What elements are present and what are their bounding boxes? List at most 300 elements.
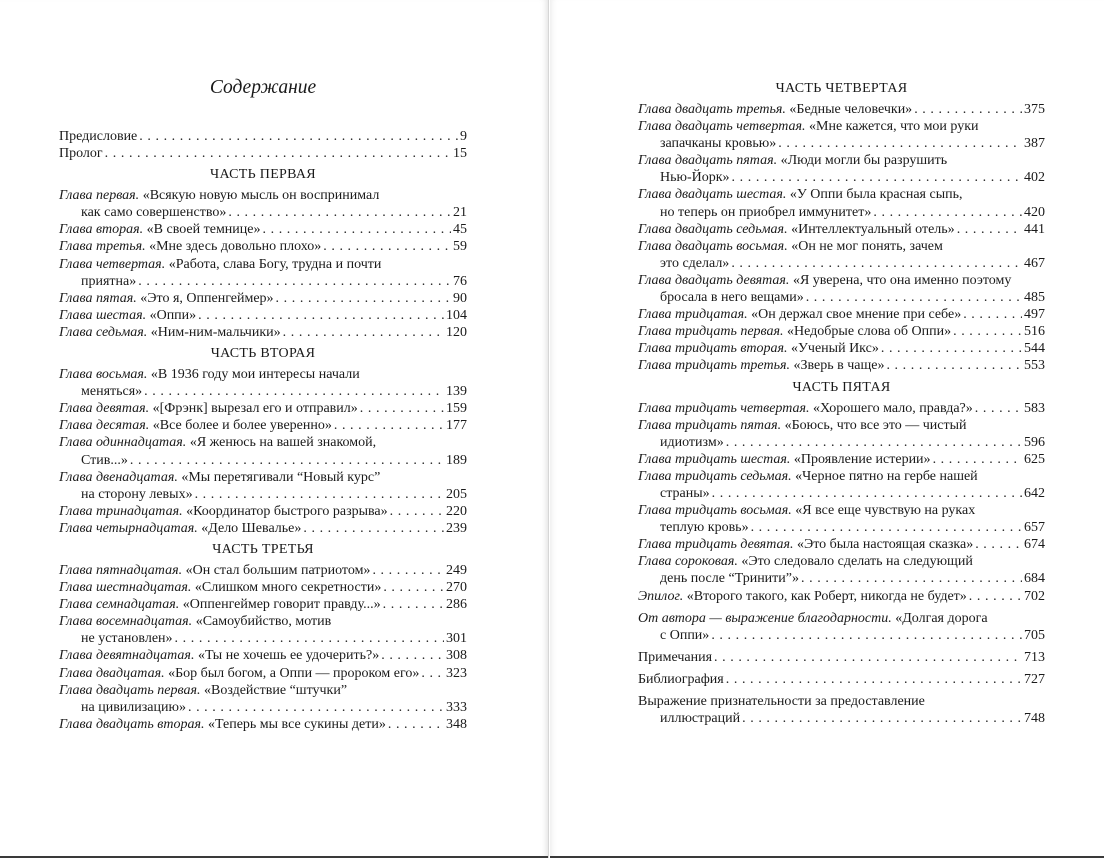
toc-line — [59, 434, 467, 451]
toc-line — [59, 273, 467, 290]
entry-text — [59, 221, 261, 238]
entry-title: «Он не мог понять, зачем — [791, 238, 943, 254]
toc-entry — [638, 649, 1045, 666]
page-number: 139 — [446, 384, 467, 400]
page-number: 497 — [1024, 307, 1045, 323]
entry-title: «Я все еще чувствую на руках — [795, 503, 976, 519]
entry-text — [638, 588, 967, 605]
toc-entry — [638, 118, 1045, 152]
entry-title: «Он стал большим патриотом» — [185, 562, 371, 578]
toc-line — [638, 289, 1045, 306]
right-page — [550, 0, 1104, 858]
toc-line — [638, 671, 1045, 688]
page-number: 205 — [446, 486, 467, 502]
toc-line — [638, 451, 1045, 468]
toc-entry — [59, 400, 467, 417]
page-number: 249 — [446, 562, 467, 578]
dot-leader — [712, 485, 1022, 502]
toc-line — [59, 221, 467, 238]
entry-text — [638, 671, 724, 688]
chapter-label: Глава девятнадцатая. — [59, 648, 195, 664]
toc-line — [638, 553, 1045, 570]
entry-text — [638, 451, 931, 468]
entry-text — [660, 204, 871, 221]
chapter-label: Глава четырнадцатая. — [59, 520, 198, 536]
toc-line — [59, 647, 467, 664]
entry-title: «Воздействие “штучки” — [203, 682, 348, 698]
toc-right-column — [638, 76, 1045, 727]
page-number: 286 — [446, 597, 467, 613]
toc-entry — [59, 613, 467, 647]
toc-entry — [638, 468, 1045, 502]
left-page — [0, 0, 549, 858]
entry-title: Примечания — [638, 649, 713, 665]
page-number: 553 — [1024, 358, 1045, 374]
part-heading: ЧАСТЬ ЧЕТВЕРТАЯ — [775, 81, 908, 96]
entry-text — [59, 434, 376, 451]
entry-text — [638, 502, 975, 519]
chapter-label: Глава тридцать вторая. — [638, 341, 788, 357]
entry-text — [638, 468, 978, 485]
page-number: 727 — [1024, 671, 1045, 687]
toc-entry — [638, 610, 1045, 644]
toc-line — [59, 366, 467, 383]
entry-text — [638, 306, 961, 323]
entry-title: «В своей темнице» — [146, 222, 261, 238]
part-heading: ЧАСТЬ ПЯТАЯ — [792, 379, 891, 395]
entry-title: «Люди могли бы разрушить — [780, 153, 948, 169]
entry-text — [638, 272, 1011, 289]
chapter-label: Глава двадцать восьмая. — [638, 238, 788, 254]
entry-text — [59, 579, 381, 596]
chapter-label: Глава седьмая. — [59, 324, 148, 340]
entry-text — [638, 357, 884, 374]
entry-text — [638, 610, 988, 627]
entry-title: как само совершенство» — [81, 205, 227, 221]
dot-leader — [806, 289, 1022, 306]
entry-text — [59, 366, 360, 383]
entry-title: запачканы кровью» — [660, 136, 777, 152]
entry-title: «Боюсь, что все это — чистый — [784, 417, 967, 433]
entry-text — [81, 273, 136, 290]
toc-entry — [638, 400, 1045, 417]
entry-title: меняться» — [81, 384, 143, 400]
toc-line — [638, 357, 1045, 374]
entry-title: «Я женюсь на вашей знакомой, — [189, 435, 377, 451]
dot-leader — [276, 290, 451, 307]
entry-title: Предисловие — [59, 129, 138, 144]
entry-text — [59, 324, 281, 341]
toc-entry — [638, 553, 1045, 587]
toc-line — [638, 649, 1045, 666]
dot-leader — [933, 451, 1022, 468]
page-number: 705 — [1024, 627, 1045, 643]
entry-text — [59, 417, 332, 434]
entry-text — [638, 553, 973, 570]
entry-text — [59, 665, 419, 682]
toc-entry — [59, 221, 467, 238]
entry-title: «Недобрые слова об Оппи» — [787, 324, 952, 340]
dot-leader — [228, 204, 451, 221]
toc-line — [638, 340, 1045, 357]
chapter-label: Глава первая. — [59, 188, 140, 204]
dot-leader — [334, 417, 444, 434]
entry-title: «Это была настоящая сказка» — [796, 537, 974, 553]
entry-text — [638, 323, 951, 340]
dot-leader — [421, 665, 444, 682]
chapter-label: От автора — выражение благодарности. — [638, 610, 892, 626]
page-number: 516 — [1024, 324, 1045, 340]
entry-text — [660, 570, 799, 587]
page-number: 104 — [446, 307, 467, 323]
toc-entry — [59, 366, 467, 400]
dot-leader — [975, 400, 1022, 417]
toc-line — [59, 699, 467, 716]
toc-entry — [59, 187, 467, 221]
page-number: 674 — [1024, 537, 1045, 553]
toc-entry — [638, 152, 1045, 186]
toc-line — [59, 716, 467, 733]
entry-title: «Бор был богом, а Оппи — пророком его» — [168, 665, 420, 681]
page-number: 21 — [453, 205, 467, 221]
chapter-label: Глава восемнадцатая. — [59, 614, 193, 630]
entry-text — [638, 238, 943, 255]
toc-line — [638, 502, 1045, 519]
page-number: 713 — [1024, 649, 1045, 665]
page-number: 375 — [1024, 102, 1045, 117]
entry-title: Библиография — [638, 671, 724, 687]
dot-leader — [381, 647, 444, 664]
entry-text — [59, 256, 381, 273]
page-number: 544 — [1024, 341, 1045, 357]
toc-line — [638, 536, 1045, 553]
entry-title: день после “Тринити”» — [660, 571, 800, 587]
toc-list-right — [638, 80, 1045, 727]
toc-line — [59, 613, 467, 630]
dot-leader — [731, 255, 1022, 272]
chapter-label: Глава двенадцатая. — [59, 469, 178, 485]
toc-line — [59, 400, 467, 417]
entry-text — [59, 238, 321, 255]
page-number: 441 — [1024, 221, 1045, 237]
toc-entry — [638, 693, 1045, 727]
entry-title: «Черное пятно на гербе нашей — [795, 468, 978, 484]
entry-title: «Ним-ним-мальчики» — [150, 324, 281, 340]
toc-line — [638, 710, 1045, 727]
dot-leader — [195, 486, 444, 503]
page-number: 270 — [446, 580, 467, 596]
dot-leader — [263, 221, 452, 238]
toc-line — [59, 128, 467, 145]
entry-text — [59, 613, 331, 630]
entry-text — [660, 169, 730, 186]
toc-line — [59, 383, 467, 400]
chapter-label: Глава двадцатая. — [59, 665, 165, 681]
entry-text — [59, 647, 379, 664]
toc-line — [638, 306, 1045, 323]
chapter-label: Глава одиннадцатая. — [59, 435, 187, 451]
page-number: 45 — [453, 222, 467, 238]
entry-title: с Оппи» — [660, 627, 710, 643]
entry-title: бросала в него вещами» — [660, 290, 804, 306]
toc-line — [638, 272, 1045, 289]
toc-line — [638, 588, 1045, 605]
entry-title: страны» — [660, 485, 710, 501]
entry-title: «Все более и более уверенно» — [152, 418, 332, 434]
page-number: 684 — [1024, 571, 1045, 587]
toc-entry — [59, 562, 467, 579]
page-number: 177 — [446, 418, 467, 434]
page-number: 333 — [446, 699, 467, 715]
toc-line — [638, 323, 1045, 340]
toc-entry — [59, 307, 467, 324]
page-number: 642 — [1024, 485, 1045, 501]
entry-title: Нью-Йорк» — [660, 170, 730, 186]
entry-title: приятна» — [81, 273, 137, 289]
entry-text — [660, 627, 709, 644]
dot-leader — [138, 273, 451, 290]
chapter-label: Глава тридцать восьмая. — [638, 503, 792, 519]
entry-text — [59, 400, 358, 417]
chapter-label: Глава девятая. — [59, 401, 150, 417]
page-number: 301 — [446, 631, 467, 647]
toc-entry — [59, 520, 467, 537]
toc-line — [638, 693, 1045, 710]
entry-text — [81, 630, 173, 647]
entry-text — [638, 400, 973, 417]
entry-title: «Зверь в чаще» — [793, 358, 885, 374]
toc-left-column — [59, 76, 467, 733]
entry-text — [638, 101, 912, 118]
toc-line — [638, 485, 1045, 502]
entry-title: «Слишком много секретности» — [194, 580, 382, 596]
entry-text — [638, 536, 973, 553]
chapter-label: Эпилог. — [638, 588, 684, 604]
entry-text — [59, 469, 380, 486]
entry-title: «Оппи» — [149, 307, 197, 323]
toc-line — [59, 417, 467, 434]
chapter-label: Глава десятая. — [59, 418, 150, 434]
page-number: 90 — [453, 290, 467, 306]
entry-text — [638, 221, 955, 238]
entry-title: теплую кровь» — [660, 520, 749, 536]
dot-leader — [383, 579, 444, 596]
dot-leader — [390, 503, 444, 520]
entry-title: «В 1936 году мои интересы начали — [150, 367, 360, 383]
toc-line — [638, 255, 1045, 272]
entry-title: «Он держал свое мнение при себе» — [751, 307, 962, 323]
page-number: 485 — [1024, 290, 1045, 306]
entry-title: «Это следовало сделать на следующий — [741, 554, 973, 570]
page-number: 220 — [446, 503, 467, 519]
entry-title: «[Фрэнк] вырезал его и отправил» — [152, 401, 358, 417]
toc-line — [638, 519, 1045, 536]
entry-text — [638, 186, 962, 203]
dot-leader — [144, 383, 444, 400]
toc-line — [59, 630, 467, 647]
chapter-label: Глава шестая. — [59, 307, 147, 323]
entry-title: «Самоубийство, мотив — [195, 614, 332, 630]
page-title: Содержание — [209, 77, 317, 98]
chapter-label: Глава тридцать третья. — [638, 358, 790, 374]
entry-text — [638, 152, 947, 169]
entry-text — [660, 289, 804, 306]
toc-entry — [638, 323, 1045, 340]
entry-title: Выражение признательности за предоставление — [638, 694, 925, 709]
entry-text — [638, 649, 712, 666]
page-number: 402 — [1024, 170, 1045, 186]
entry-text — [59, 596, 381, 613]
toc-line — [59, 307, 467, 324]
entry-title: «Интеллектуальный отель» — [791, 221, 955, 237]
toc-line — [59, 452, 467, 469]
toc-line — [638, 417, 1045, 434]
dot-leader — [963, 306, 1022, 323]
toc-line — [59, 562, 467, 579]
entry-text — [660, 434, 724, 451]
page-number: 467 — [1024, 255, 1045, 271]
entry-text — [59, 716, 386, 733]
entry-text — [638, 693, 925, 710]
page-number: 348 — [446, 716, 467, 732]
dot-leader — [175, 630, 444, 647]
entry-text — [638, 118, 979, 135]
toc-entry — [59, 128, 467, 145]
toc-line — [59, 204, 467, 221]
toc-entry — [638, 671, 1045, 688]
dot-leader — [714, 649, 1022, 666]
chapter-label: Глава тридцать шестая. — [638, 451, 791, 467]
toc-entry — [59, 647, 467, 664]
toc-line — [59, 290, 467, 307]
entry-text — [638, 340, 879, 357]
toc-entry — [59, 290, 467, 307]
chapter-label: Глава вторая. — [59, 222, 144, 238]
toc-line — [638, 204, 1045, 221]
toc-entry — [59, 417, 467, 434]
toc-line — [638, 627, 1045, 644]
toc-line — [638, 118, 1045, 135]
chapter-label: Глава восьмая. — [59, 367, 148, 383]
page-number: 239 — [446, 520, 467, 536]
toc-line — [59, 324, 467, 341]
entry-text — [660, 255, 729, 272]
toc-line — [59, 486, 467, 503]
page-number: 189 — [446, 452, 467, 468]
entry-title: «Мы перетягивали “Новый курс” — [181, 469, 381, 485]
dot-leader — [139, 128, 458, 145]
toc-entry — [638, 588, 1045, 605]
toc-entry — [638, 306, 1045, 323]
entry-title: «Мне здесь довольно плохо» — [149, 239, 322, 255]
dot-leader — [957, 221, 1022, 238]
dot-leader — [283, 324, 444, 341]
chapter-label: Глава четвертая. — [59, 256, 166, 272]
dot-leader — [886, 357, 1022, 374]
page-number: 159 — [446, 401, 467, 417]
toc-entry — [638, 451, 1045, 468]
part-heading: ЧАСТЬ ТРЕТЬЯ — [212, 541, 314, 557]
toc-line — [638, 169, 1045, 186]
entry-text — [81, 486, 193, 503]
entry-title: на цивилизацию» — [81, 699, 186, 715]
toc-line — [59, 596, 467, 613]
chapter-label: Глава пятнадцатая. — [59, 562, 183, 578]
entry-title: «Хорошего мало, правда?» — [813, 400, 973, 416]
page-number: 76 — [453, 273, 467, 289]
toc-line — [59, 145, 467, 162]
entry-text — [59, 562, 370, 579]
entry-text — [59, 307, 196, 324]
dot-leader — [726, 434, 1022, 451]
dot-leader — [953, 323, 1022, 340]
entry-text — [660, 519, 749, 536]
dot-leader — [742, 710, 1022, 727]
entry-text — [638, 417, 967, 434]
toc-entry — [638, 536, 1045, 553]
page-number: 323 — [446, 665, 467, 681]
toc-entry — [59, 434, 467, 468]
page-number: 583 — [1024, 400, 1045, 416]
chapter-label: Глава семнадцатая. — [59, 597, 180, 613]
entry-title: «Долгая дорога — [895, 610, 988, 626]
entry-title: не установлен» — [81, 631, 173, 647]
dot-leader — [372, 562, 444, 579]
page-number: 657 — [1024, 520, 1045, 536]
entry-title: но теперь он приобрел иммунитет» — [660, 204, 872, 220]
entry-title: «Дело Шевалье» — [201, 520, 302, 536]
toc-line — [59, 238, 467, 255]
entry-title: «У Оппи была красная сыпь, — [789, 187, 963, 203]
dot-leader — [198, 307, 444, 324]
dot-leader — [711, 627, 1022, 644]
toc-line — [59, 682, 467, 699]
toc-list-left — [59, 128, 467, 733]
toc-line — [638, 400, 1045, 417]
page-number: 59 — [453, 239, 467, 255]
entry-text — [81, 383, 142, 400]
entry-title: Стив...» — [81, 452, 128, 468]
page-number: 120 — [446, 324, 467, 340]
dot-leader — [873, 204, 1022, 221]
toc-entry — [59, 145, 467, 162]
toc-line — [59, 187, 467, 204]
entry-title: «Ты не хочешь ее удочерить?» — [197, 648, 380, 664]
entry-title: «Теперь мы все сукины дети» — [207, 716, 386, 732]
toc-entry — [638, 221, 1045, 238]
toc-entry — [59, 716, 467, 733]
toc-line — [59, 503, 467, 520]
dot-leader — [130, 452, 444, 469]
chapter-label: Глава тридцать первая. — [638, 324, 784, 340]
toc-entry — [59, 238, 467, 255]
entry-title: «Оппенгеймер говорит правду...» — [182, 597, 381, 613]
entry-title: иллюстраций — [660, 711, 741, 727]
toc-line — [638, 135, 1045, 152]
dot-leader — [975, 536, 1022, 553]
chapter-label: Глава двадцать четвертая. — [638, 119, 806, 135]
entry-text — [660, 135, 776, 152]
dot-leader — [751, 519, 1022, 536]
toc-entry — [59, 579, 467, 596]
entry-title: «Бедные человечки» — [789, 102, 913, 117]
toc-entry — [638, 238, 1045, 272]
entry-title: это сделал» — [660, 255, 730, 271]
chapter-label: Глава двадцать пятая. — [638, 153, 778, 169]
entry-text — [81, 204, 226, 221]
chapter-label: Глава тринадцатая. — [59, 503, 183, 519]
chapter-label: Глава двадцать третья. — [638, 102, 786, 117]
